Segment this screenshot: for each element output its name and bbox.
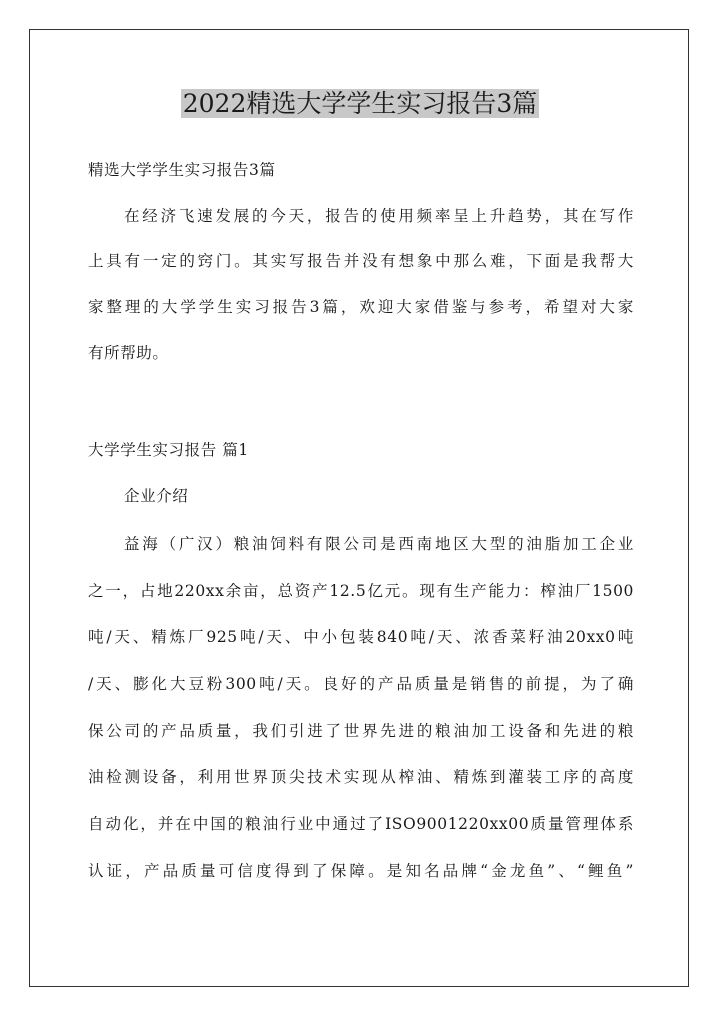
body-line-6: 油检测设备，利用世界顶尖技术实现从榨油、精炼到灌装工序的高度	[88, 768, 634, 786]
document-title-text: 2022精选大学学生实习报告3篇	[182, 89, 538, 118]
subsection-heading: 企业介绍	[124, 487, 189, 505]
body-line-2: 之一，占地220xx余亩，总资产12.5亿元。现有生产能力：榨油厂1500	[88, 582, 634, 600]
body-line-3: 吨/天、精炼厂925吨/天、中小包装840吨/天、浓香菜籽油20xx0吨	[88, 628, 634, 646]
intro-line-1: 在经济飞速发展的今天，报告的使用频率呈上升趋势，其在写作	[124, 207, 634, 225]
body-line-4: /天、膨化大豆粉300吨/天。良好的产品质量是销售的前提，为了确	[88, 675, 634, 693]
document-title	[0, 86, 720, 122]
document-subtitle: 精选大学学生实习报告3篇	[88, 161, 276, 179]
intro-line-2: 上具有一定的窍门。其实写报告并没有想象中那么难，下面是我帮大	[88, 252, 634, 270]
intro-line-3: 家整理的大学学生实习报告3篇，欢迎大家借鉴与参考，希望对大家	[88, 298, 634, 316]
body-line-1: 益海（广汉）粮油饲料有限公司是西南地区大型的油脂加工企业	[124, 535, 634, 553]
intro-line-4: 有所帮助。	[88, 344, 169, 362]
body-line-8: 认证，产品质量可信度得到了保障。是知名品牌“金龙鱼”、“鲤鱼”	[88, 862, 634, 880]
body-line-7: 自动化，并在中国的粮油行业中通过了ISO9001220xx00质量管理体系	[88, 815, 634, 833]
section-heading: 大学学生实习报告 篇1	[88, 441, 249, 459]
body-line-5: 保公司的产品质量，我们引进了世界先进的粮油加工设备和先进的粮	[88, 722, 634, 740]
